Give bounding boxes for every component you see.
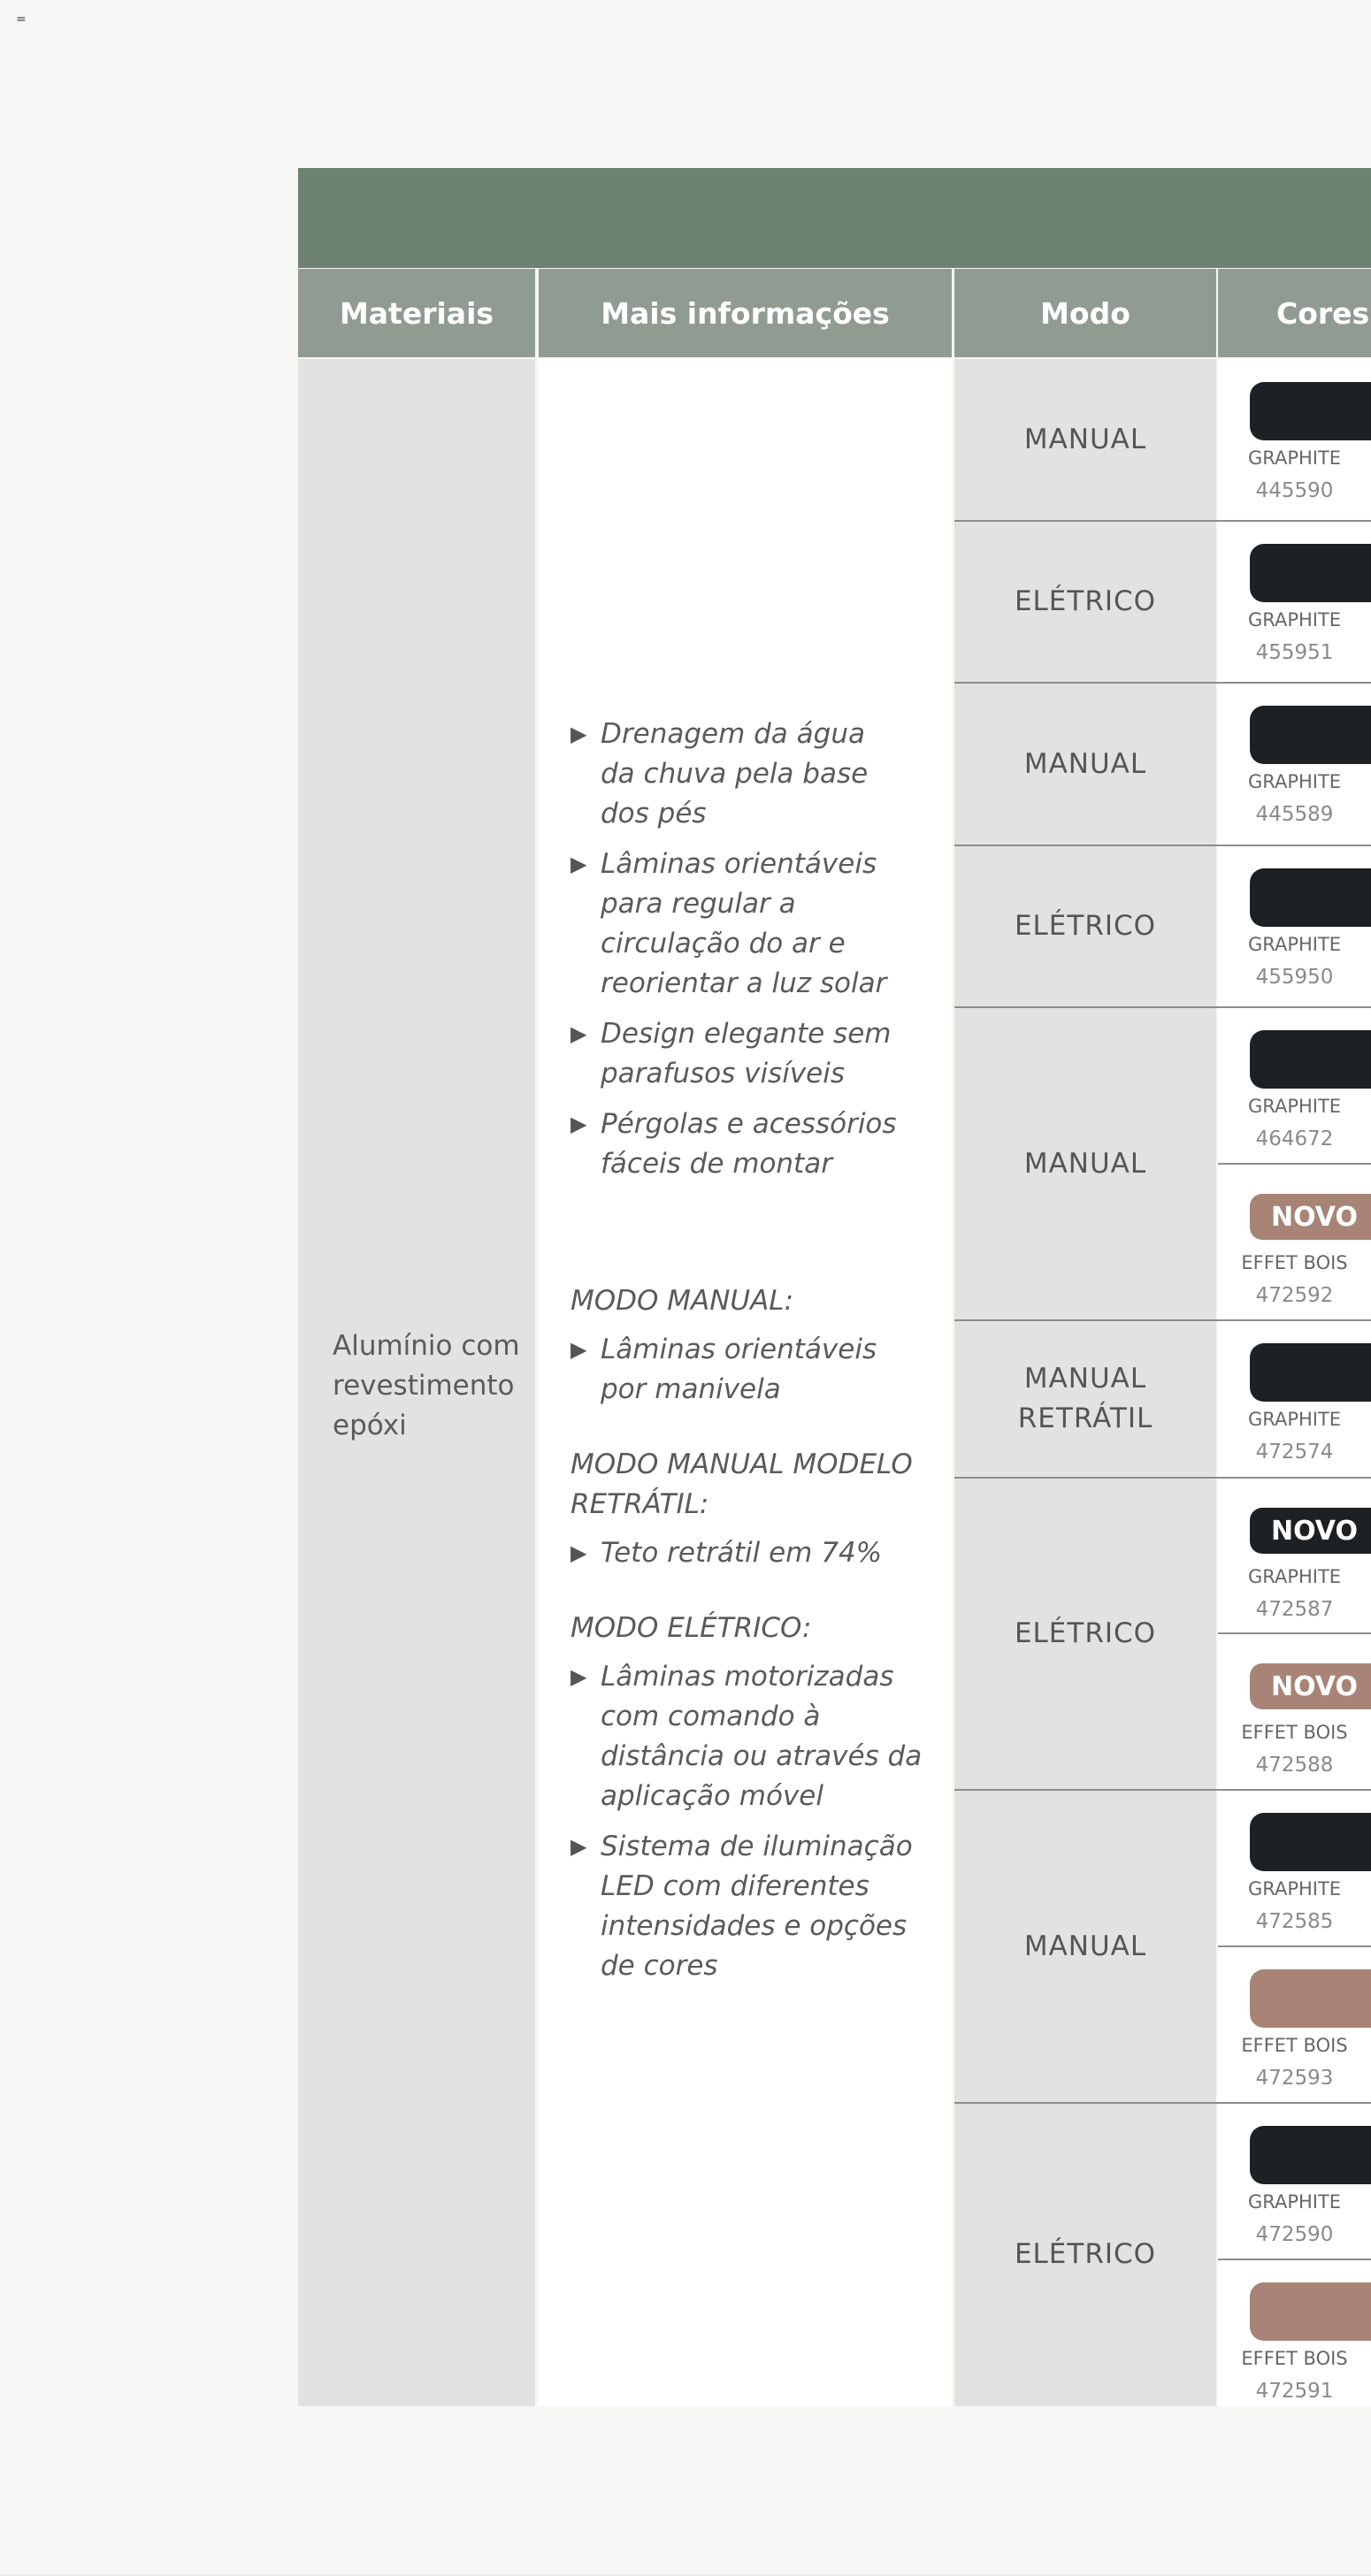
info-line: com comando à bbox=[601, 1701, 821, 1732]
mode-label: ELÉTRICO bbox=[1014, 910, 1157, 942]
mode-cell bbox=[954, 359, 1216, 521]
graphite-swatch bbox=[1250, 544, 1371, 602]
triangle-right-icon: ▶ bbox=[571, 722, 587, 746]
color-name: GRAPHITE bbox=[1247, 609, 1342, 631]
mode-cell bbox=[954, 2103, 1216, 2406]
bois-swatch bbox=[1250, 2282, 1371, 2341]
color-swatch-cell bbox=[1218, 359, 1371, 521]
color-swatch-cell bbox=[1218, 1320, 1371, 1478]
info-line: Lâminas orientáveis bbox=[601, 848, 877, 880]
mode-cell bbox=[954, 845, 1216, 1007]
color-name: GRAPHITE bbox=[1247, 1096, 1342, 1117]
graphite-swatch bbox=[1250, 382, 1371, 440]
color-swatch-cell bbox=[1218, 1946, 1371, 2103]
color-name: GRAPHITE bbox=[1247, 2191, 1342, 2213]
triangle-right-icon: ▶ bbox=[571, 1112, 587, 1136]
info-bullet-text bbox=[601, 1657, 951, 1816]
info-line: por manivela bbox=[601, 1373, 781, 1405]
info-bullet bbox=[571, 1330, 951, 1410]
color-code: 472588 bbox=[1255, 1754, 1334, 1777]
info-line: Lâminas motorizadas bbox=[601, 1661, 894, 1693]
mode-label: MANUAL bbox=[1023, 1930, 1147, 1962]
info-heading bbox=[571, 1281, 951, 1321]
triangle-right-icon: ▶ bbox=[571, 1540, 587, 1565]
info-line: Lâminas orientáveis bbox=[601, 1334, 877, 1365]
color-code: 472591 bbox=[1255, 2380, 1334, 2403]
materials-line: epóxi bbox=[333, 1410, 407, 1441]
color-code: 472592 bbox=[1255, 1284, 1334, 1307]
color-name: GRAPHITE bbox=[1247, 447, 1342, 469]
color-swatch-cell bbox=[1218, 845, 1371, 1007]
color-swatch-cell bbox=[1218, 1633, 1371, 1790]
info-bullet-text bbox=[601, 1014, 951, 1094]
info-line: fáceis de montar bbox=[601, 1148, 832, 1180]
info-bullet bbox=[571, 1827, 951, 1986]
graphite-swatch bbox=[1250, 1813, 1371, 1871]
color-code: 472585 bbox=[1255, 1910, 1334, 1933]
color-code: 472574 bbox=[1255, 1441, 1334, 1464]
color-swatch-cell bbox=[1218, 1478, 1371, 1633]
info-bullet-text bbox=[601, 1533, 951, 1573]
novo-badge: NOVO bbox=[1250, 1663, 1371, 1709]
header-materials: Materiais bbox=[298, 269, 535, 357]
mode-label: ELÉTRICO bbox=[1014, 1617, 1157, 1649]
mode-cell bbox=[954, 521, 1216, 683]
corner-mark: = bbox=[16, 12, 27, 27]
info-heading-line: MODO MANUAL MODELO bbox=[571, 1449, 913, 1480]
color-swatch-cell bbox=[1218, 2103, 1371, 2259]
color-code: 472587 bbox=[1255, 1598, 1334, 1621]
info-line: aplicação móvel bbox=[601, 1780, 823, 1812]
info-line: Drenagem da água bbox=[601, 718, 865, 750]
color-code: 472593 bbox=[1255, 2067, 1334, 2090]
table-banner bbox=[298, 168, 1371, 268]
graphite-swatch bbox=[1250, 1030, 1371, 1089]
info-line: de cores bbox=[601, 1950, 718, 1982]
info-bullet bbox=[571, 845, 951, 1004]
materials-line: revestimento bbox=[333, 1370, 515, 1402]
graphite-swatch bbox=[1250, 706, 1371, 764]
graphite-swatch bbox=[1250, 868, 1371, 927]
triangle-right-icon: ▶ bbox=[571, 852, 587, 876]
color-name: EFFET BOIS bbox=[1241, 1722, 1348, 1743]
mode-label: ELÉTRICO bbox=[1014, 585, 1157, 617]
triangle-right-icon: ▶ bbox=[571, 1021, 587, 1046]
header-info: Mais informações bbox=[539, 269, 952, 357]
color-code: 464672 bbox=[1255, 1127, 1334, 1150]
novo-badge: NOVO bbox=[1250, 1194, 1371, 1240]
color-name: GRAPHITE bbox=[1247, 1409, 1342, 1430]
materials-text bbox=[333, 1326, 532, 1446]
color-swatch-cell bbox=[1218, 1790, 1371, 1946]
info-heading-line: RETRÁTIL: bbox=[571, 1488, 709, 1520]
color-code: 455950 bbox=[1255, 966, 1334, 989]
color-swatch-cell bbox=[1218, 1164, 1371, 1320]
info-line: Pérgolas e acessórios bbox=[601, 1108, 897, 1140]
info-bullet-text bbox=[601, 1827, 951, 1986]
info-bullet bbox=[571, 1533, 951, 1573]
mode-label: MANUAL bbox=[1023, 1363, 1147, 1395]
color-name: EFFET BOIS bbox=[1241, 2035, 1348, 2056]
triangle-right-icon: ▶ bbox=[571, 1664, 587, 1689]
info-bullet-text bbox=[601, 715, 951, 834]
info-bullet bbox=[571, 1105, 951, 1184]
info-line: Sistema de iluminação bbox=[601, 1831, 913, 1862]
info-line: da chuva pela base bbox=[601, 758, 869, 790]
info-line: parafusos visíveis bbox=[601, 1058, 846, 1089]
color-swatch-cell bbox=[1218, 2259, 1371, 2406]
mode-cell bbox=[954, 1790, 1216, 2103]
color-code: 445590 bbox=[1255, 479, 1334, 502]
info-line: circulação do ar e bbox=[601, 928, 846, 959]
mode-cell bbox=[954, 683, 1216, 845]
mode-label: MANUAL bbox=[1023, 747, 1147, 780]
info-line: intensidades e opções bbox=[601, 1910, 908, 1942]
info-bullet-text bbox=[601, 1330, 951, 1410]
info-text bbox=[571, 715, 951, 1997]
color-name: EFFET BOIS bbox=[1241, 1252, 1348, 1273]
color-code: 455951 bbox=[1255, 641, 1334, 664]
color-code: 445589 bbox=[1255, 803, 1334, 826]
info-line: LED com diferentes bbox=[601, 1870, 869, 1902]
info-line: distância ou através da bbox=[601, 1740, 923, 1772]
color-name: GRAPHITE bbox=[1247, 1878, 1342, 1900]
triangle-right-icon: ▶ bbox=[571, 1834, 587, 1859]
triangle-right-icon: ▶ bbox=[571, 1337, 587, 1362]
mode-label: RETRÁTIL bbox=[1017, 1403, 1153, 1434]
info-line: Design elegante sem bbox=[601, 1018, 892, 1050]
info-bullet bbox=[571, 1657, 951, 1816]
header-colors: Cores bbox=[1218, 269, 1371, 357]
info-heading bbox=[571, 1609, 951, 1648]
info-bullet bbox=[571, 715, 951, 834]
color-swatch-cell bbox=[1218, 1007, 1371, 1164]
mode-label: ELÉTRICO bbox=[1014, 2238, 1157, 2270]
graphite-swatch bbox=[1250, 2126, 1371, 2184]
novo-badge: NOVO bbox=[1250, 1508, 1371, 1554]
mode-label: MANUAL bbox=[1023, 1147, 1147, 1180]
color-name: GRAPHITE bbox=[1247, 771, 1342, 792]
info-line: Teto retrátil em 74% bbox=[601, 1537, 883, 1569]
color-code: 472590 bbox=[1255, 2223, 1334, 2246]
graphite-swatch bbox=[1250, 1343, 1371, 1402]
color-name: EFFET BOIS bbox=[1241, 2348, 1348, 2369]
header-mode: Modo bbox=[954, 269, 1216, 357]
color-name: GRAPHITE bbox=[1247, 1566, 1342, 1587]
info-bullet bbox=[571, 1014, 951, 1094]
color-name: GRAPHITE bbox=[1247, 934, 1342, 955]
mode-cell bbox=[954, 1320, 1216, 1478]
materials-line: Alumínio com bbox=[333, 1330, 520, 1362]
bois-swatch bbox=[1250, 1969, 1371, 2028]
info-line: para regular a bbox=[601, 888, 796, 920]
info-heading-line: MODO ELÉTRICO: bbox=[571, 1612, 812, 1644]
color-swatch-cell bbox=[1218, 521, 1371, 683]
mode-cell bbox=[954, 1478, 1216, 1790]
info-line: reorientar a luz solar bbox=[601, 967, 887, 999]
info-bullet-text bbox=[601, 845, 951, 1004]
mode-cell bbox=[954, 1007, 1216, 1320]
color-swatch-cell bbox=[1218, 683, 1371, 845]
info-bullet-text bbox=[601, 1105, 951, 1184]
mode-label: MANUAL bbox=[1023, 424, 1147, 455]
info-heading bbox=[571, 1445, 951, 1525]
info-line: dos pés bbox=[601, 798, 707, 829]
info-heading-line: MODO MANUAL: bbox=[571, 1285, 794, 1317]
